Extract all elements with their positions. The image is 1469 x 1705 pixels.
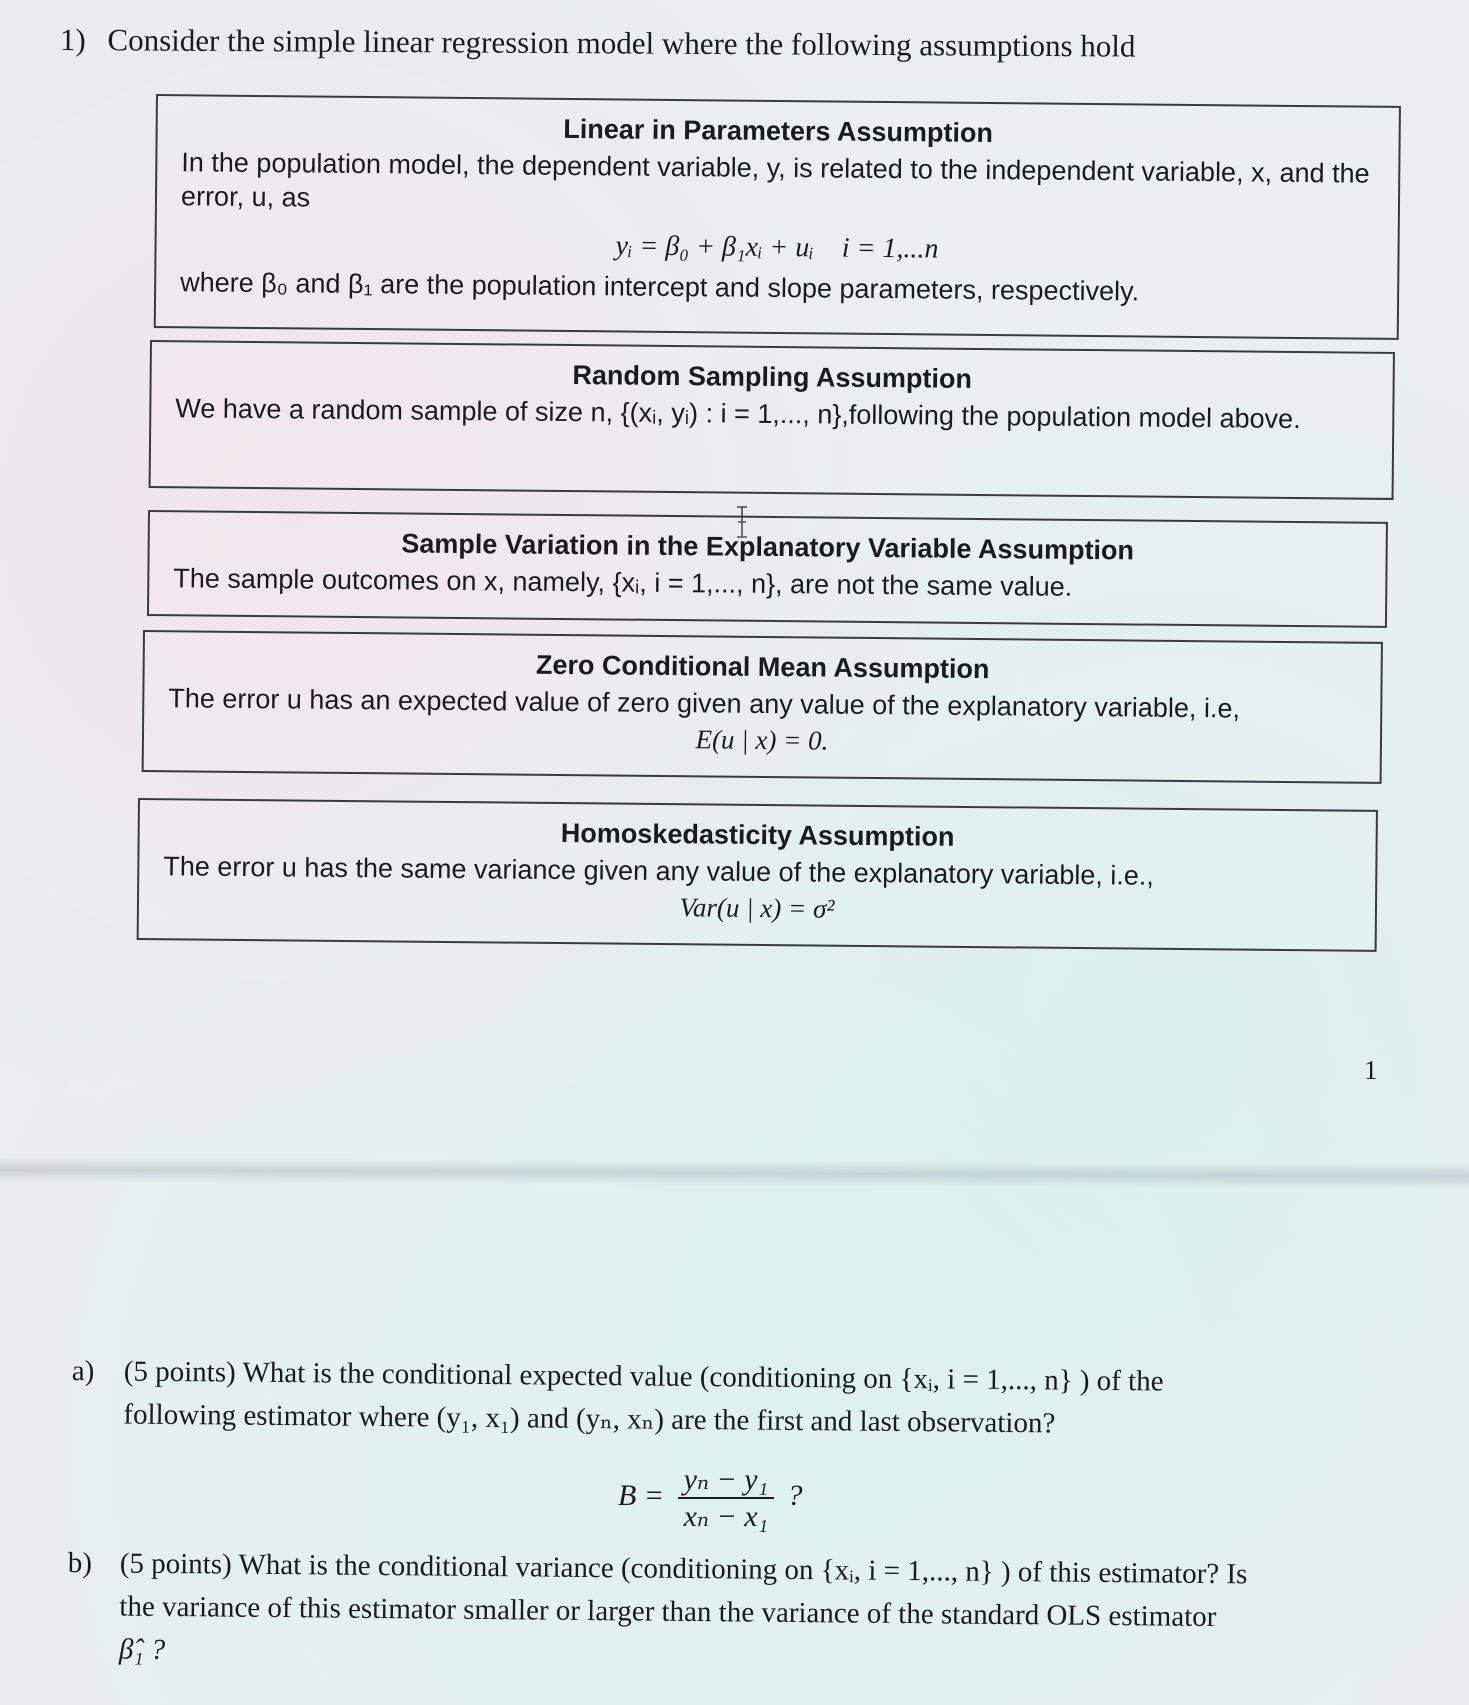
part-b-line1: (5 points) What is the conditional variance (conditioning on {xᵢ, i = 1,..., n} ) of this estimator? Is <box>119 1547 1248 1591</box>
box-heading: Sample Variation in the Explanatory Variable Assumption <box>401 528 1135 566</box>
part-b <box>67 1542 1408 1684</box>
box-heading: Random Sampling Assumption <box>572 360 973 394</box>
question-number: 1) <box>59 22 86 58</box>
estimator-formula <box>618 1462 803 1534</box>
part-b-line2: the variance of this estimator smaller or larger than the variance of the standard OLS estimator <box>119 1590 1217 1633</box>
part-a-line1: (5 points) What is the conditional expected value (conditioning on {xᵢ, i = 1,..., n} ) of the <box>123 1355 1164 1398</box>
homoskedasticity-box <box>137 798 1378 952</box>
box-heading: Zero Conditional Mean Assumption <box>535 649 990 685</box>
linear-in-parameters-box <box>154 94 1401 340</box>
question-intro: Consider the simple linear regression model where the following assumptions hold <box>107 22 1136 64</box>
estimator-suffix: ? <box>787 1478 803 1512</box>
part-a-label: a) <box>71 1354 95 1388</box>
sample-variation-box <box>147 510 1388 628</box>
question-title <box>60 22 1390 66</box>
part-b-label: b) <box>67 1546 93 1580</box>
zero-conditional-mean-box <box>142 630 1383 784</box>
page-number: 1 <box>1364 1055 1378 1085</box>
zero-mean-equation: E(u | x) = 0. <box>695 724 829 756</box>
fraction-denominator: xₙ − x₁ <box>683 1500 769 1533</box>
estimator-lhs: B = <box>618 1478 665 1512</box>
fraction-numerator: yₙ − y₁ <box>678 1462 774 1499</box>
page-divider <box>0 1157 1469 1189</box>
equation-main: yᵢ = β₀ + β₁xᵢ + uᵢ <box>615 230 814 263</box>
box-text: The error u has the same variance given any value of the explanatory variable, i.e., <box>163 850 1155 891</box>
box-heading: Linear in Parameters Assumption <box>563 113 994 149</box>
box-heading: Homoskedasticity Assumption <box>560 818 955 852</box>
part-a-line2: following estimator where (y₁, x₁) and (yₙ, xₙ) are the first and last observation? <box>123 1398 1056 1440</box>
part-a <box>71 1350 1402 1449</box>
equation-index: i = 1,...n <box>841 232 939 265</box>
box-text: The error u has an expected value of zero given any value of the explanatory variable, i.e, <box>168 682 1241 724</box>
box-text: In the population model, the dependent variable, y, is related to the independent variable, x, and the error, u, as <box>180 146 1370 213</box>
box-text: The sample outcomes on x, namely, {xᵢ, i = 1,..., n}, are not the same value. <box>173 562 1073 602</box>
regression-equation <box>180 224 1373 271</box>
box-footer: where β₀ and β₁ are the population intercept and slope parameters, respectively. <box>180 267 1140 307</box>
estimator-fraction <box>678 1462 774 1534</box>
box-text: We have a random sample of size n, {(xᵢ, yᵢ) : i = 1,..., n},following the population model above. <box>175 392 1301 434</box>
variance-equation: Var(u | x) = σ² <box>679 892 835 924</box>
random-sampling-box <box>149 340 1395 500</box>
part-b-line3: β̂₁ ? <box>118 1633 166 1666</box>
